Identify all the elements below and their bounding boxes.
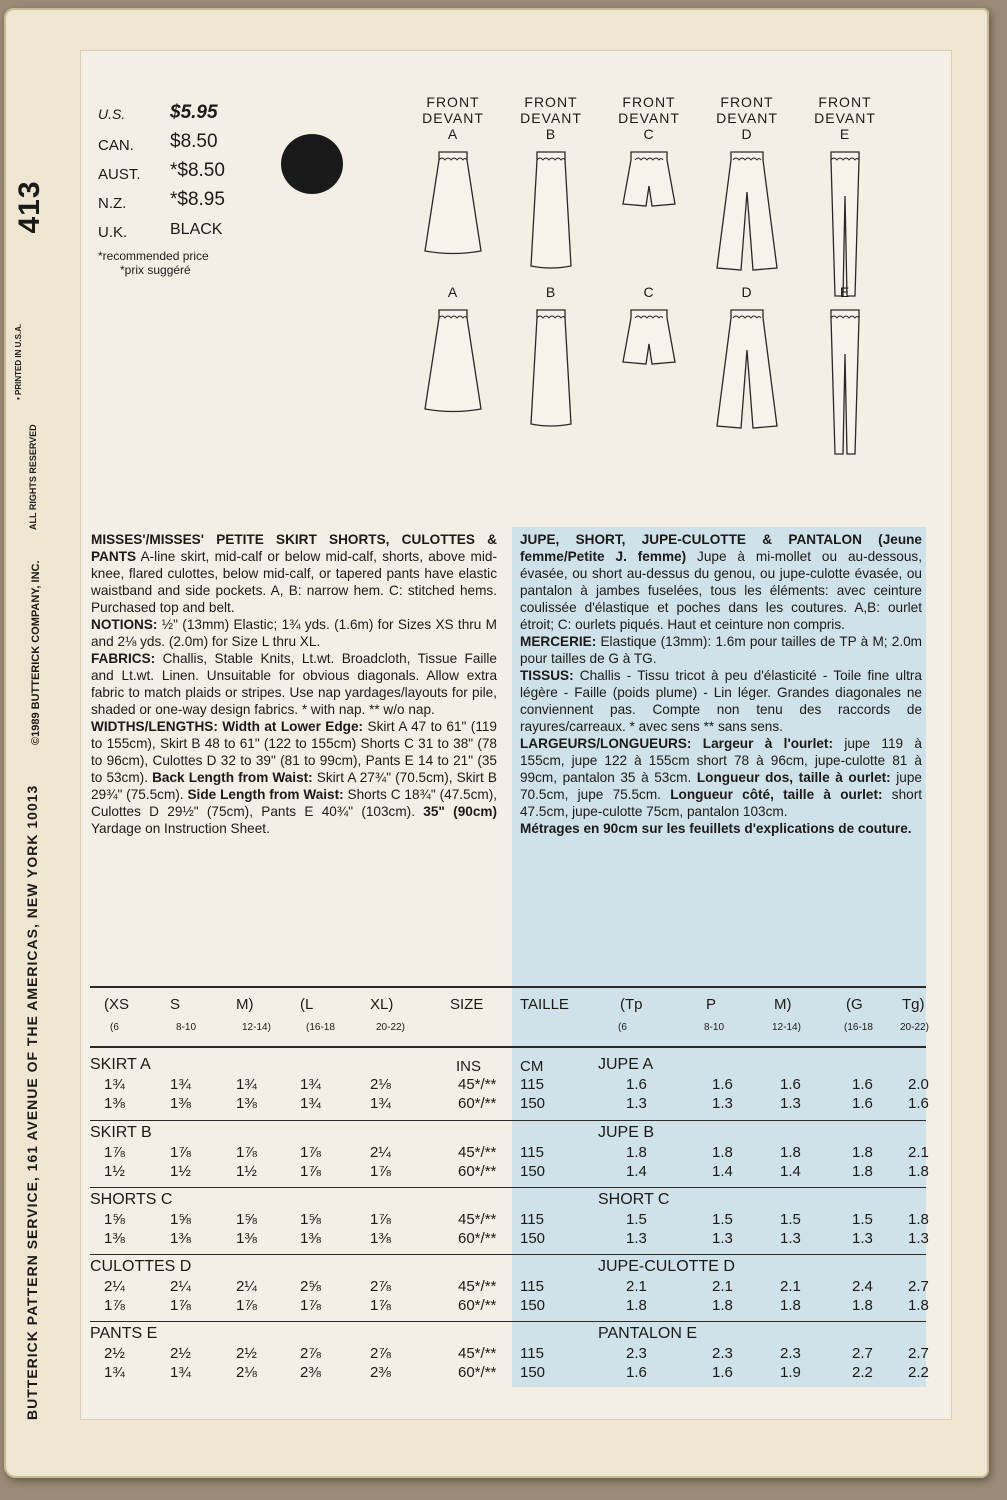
size-us-num: 12-14) <box>242 1022 271 1033</box>
size-fr-num: 12-14) <box>772 1022 801 1033</box>
view-letter: D <box>741 126 753 142</box>
desc-paragraph: NOTIONS: ½" (13mm) Elastic; 1¾ yds. (1.6m) for Sizes XS thru M and 2⅛ yds. (2.0m) for Size L thru XL. <box>91 617 497 649</box>
size-fr-num: 20-22) <box>900 1022 929 1033</box>
desc-paragraph: TISSUS: Challis - Tissu tricot à peu d'élasticité - Toile fine ultra légère - Faille (poids plume) - Lin léger. Grandes diagonales ne conviennent pas. Compte non tenu des raccords de rayures/carreaux. * avec sens ** sans sens. <box>520 668 922 734</box>
rights-text: ALL RIGHTS RESERVED <box>28 424 38 530</box>
yardage-us: 1¾ <box>370 1095 391 1112</box>
fabric-width-cm: 150 <box>520 1297 546 1314</box>
front-sketch-d <box>712 146 782 306</box>
yardage-m: 2.7 <box>908 1345 929 1362</box>
yardage-m: 1.8 <box>908 1163 929 1180</box>
view-letter: B <box>545 126 557 142</box>
fabric-width-cm: 150 <box>520 1230 546 1247</box>
copyright-text: ©1989 BUTTERICK COMPANY, INC. <box>30 560 42 745</box>
yardage-us: 2½ <box>104 1345 125 1362</box>
garment-name-en: CULOTTES D <box>90 1258 192 1275</box>
size-fr: P <box>706 996 717 1013</box>
back-view-e <box>802 284 888 464</box>
yardage-us: 2¼ <box>370 1144 391 1161</box>
size-label: SIZE <box>450 996 484 1013</box>
yardage-m: 1.3 <box>626 1095 647 1112</box>
yardage-m: 2.3 <box>712 1345 733 1362</box>
front-label: FRONT <box>524 94 578 110</box>
yardage-m: 1.6 <box>908 1095 929 1112</box>
table-rule <box>90 1120 926 1121</box>
yardage-m: 2.3 <box>780 1345 801 1362</box>
size-us: S <box>170 996 181 1013</box>
front-view-b <box>508 94 594 306</box>
devant-label: DEVANT <box>618 110 680 126</box>
yardage-us: 1⅞ <box>370 1163 391 1180</box>
yardage-m: 1.8 <box>908 1211 929 1228</box>
yardage-us: 1⅞ <box>300 1163 321 1180</box>
yardage-m: 1.6 <box>712 1364 733 1381</box>
yardage-m: 2.2 <box>852 1364 873 1381</box>
yardage-m: 2.1 <box>908 1144 929 1161</box>
yardage-m: 1.5 <box>852 1211 873 1228</box>
size-us: (L <box>300 996 314 1013</box>
fabric-width-cm: 115 <box>520 1278 544 1295</box>
desc-paragraph: Back Length from Waist: Skirt A 27¾" (70.5cm), Skirt B 29¾" (75.5cm). <box>91 770 497 802</box>
fabric-width-ins: 60*/** <box>458 1297 497 1314</box>
size-fr: M) <box>774 996 792 1013</box>
price-note: *recommended price *prix suggéré <box>98 249 209 277</box>
desc-paragraph: Longueur dos, taille à ourlet: jupe 70.5cm, jupe 75.5cm. <box>520 770 922 802</box>
price-row: U.K. BLACK <box>98 221 223 241</box>
fabric-width-ins: 45*/** <box>458 1076 497 1093</box>
view-letter: C <box>643 126 655 142</box>
yardage-m: 1.6 <box>626 1364 647 1381</box>
fabric-width-ins: 45*/** <box>458 1278 497 1295</box>
yardage-m: 1.6 <box>626 1076 647 1093</box>
yardage-us: 2¼ <box>170 1278 191 1295</box>
yardage-us: 2⅛ <box>370 1076 391 1093</box>
publisher-address: BUTTERICK PATTERN SERVICE, 161 AVENUE OF THE AMERICAS, NEW YORK 10013 <box>24 784 40 1420</box>
size-fr-num: (16-18 <box>844 1022 873 1033</box>
yardage-m: 1.3 <box>852 1230 873 1247</box>
table-rule <box>90 986 926 988</box>
fabric-width-ins: 60*/** <box>458 1364 497 1381</box>
front-view-c <box>606 94 692 306</box>
size-us-num: (6 <box>110 1022 119 1033</box>
yardage-m: 2.2 <box>908 1364 929 1381</box>
fabric-width-ins: 60*/** <box>458 1230 497 1247</box>
garment-name-en: SKIRT A <box>90 1056 151 1073</box>
yardage-us: 2⅜ <box>370 1364 391 1381</box>
yardage-m: 2.1 <box>712 1278 733 1295</box>
yardage-us: 2⅞ <box>370 1345 391 1362</box>
garment-name-en: SHORTS C <box>90 1191 173 1208</box>
back-sketch-c <box>614 304 684 464</box>
garment-name-fr: JUPE-CULOTTE D <box>598 1258 735 1275</box>
devant-label: DEVANT <box>814 110 876 126</box>
yardage-m: 1.8 <box>780 1144 801 1161</box>
back-view-b <box>508 284 594 464</box>
back-view-c <box>606 284 692 464</box>
yardage-m: 2.4 <box>852 1278 873 1295</box>
yardage-m: 1.3 <box>908 1230 929 1247</box>
yardage-m: 1.3 <box>712 1230 733 1247</box>
yardage-us: 1¾ <box>170 1076 191 1093</box>
fabric-width-ins: 60*/** <box>458 1095 497 1112</box>
desc-paragraph: Métrages en 90cm sur les feuillets d'explications de couture. <box>520 821 912 836</box>
garment-name-fr: JUPE B <box>598 1124 655 1141</box>
view-letter: E <box>839 284 851 300</box>
front-sketch-e <box>810 146 880 306</box>
desc-paragraph: Side Length from Waist: Shorts C 18¾" (47.5cm), Culottes D 29½" (75cm), Pants E 40¾" (103cm). <box>91 787 498 819</box>
yardage-us: 1⅞ <box>300 1297 321 1314</box>
yardage-us: 1⅜ <box>300 1230 321 1247</box>
desc-paragraph: FABRICS: Challis, Stable Knits, Lt.wt. Broadcloth, Tissue Faille and Lt.wt. Linen. Unsuitable for obvious diagonals. Allow extra fabric to match plaids or stripes. Use nap yardages/layouts for pile, shaded or one-way design fabrics. * with nap. ** w/o nap. <box>91 651 497 717</box>
front-label: FRONT <box>622 94 676 110</box>
yardage-us: 1⅝ <box>104 1211 125 1228</box>
yardage-us: 2¼ <box>236 1278 257 1295</box>
yardage-m: 1.5 <box>626 1211 647 1228</box>
desc-paragraph: WIDTHS/LENGTHS: Width at Lower Edge: Skirt A 47 to 61" (119 to 155cm), Skirt B 48 to 61" (122 to 155cm) Shorts C 31 to 38" (78 to 96cm), Culottes D 32 to 39" (81 to 99cm), Pants E 14 to 21" (35 to 53cm). <box>91 719 497 785</box>
yardage-us: 2½ <box>236 1345 257 1362</box>
desc-paragraph: 35" (90cm) Yardage on Instruction Sheet. <box>91 804 497 836</box>
yardage-m: 1.4 <box>712 1163 733 1180</box>
yardage-m: 1.8 <box>626 1297 647 1314</box>
ins-header: INS <box>456 1058 482 1075</box>
fabric-width-cm: 115 <box>520 1076 544 1093</box>
yardage-m: 1.8 <box>852 1297 873 1314</box>
price-row: U.S. $5.95 <box>98 102 218 123</box>
yardage-m: 1.4 <box>780 1163 801 1180</box>
yardage-m: 2.3 <box>626 1345 647 1362</box>
back-view-d <box>704 284 790 464</box>
yardage-m: 1.3 <box>712 1095 733 1112</box>
fabric-width-cm: 115 <box>520 1144 544 1161</box>
yardage-m: 2.1 <box>626 1278 647 1295</box>
back-sketch-e <box>810 304 880 464</box>
fabric-width-ins: 45*/** <box>458 1144 497 1161</box>
desc-paragraph: MISSES'/MISSES' PETITE SKIRT SHORTS, CULOTTES & PANTS A-line skirt, mid-calf or below mid-calf, shorts, above mid-knee, flared culottes, below mid-calf, or tapered pants have elastic waistband and side pockets. A, B: narrow hem. C: stitched hems. Purchased top and belt. <box>91 532 497 615</box>
yardage-us: 1⅞ <box>104 1144 125 1161</box>
description-english <box>91 531 497 837</box>
printed-text: • PRINTED IN U.S.A. <box>14 323 23 400</box>
fabric-width-cm: 115 <box>520 1345 544 1362</box>
fabric-width-cm: 150 <box>520 1364 546 1381</box>
size-fr: Tg) <box>902 996 925 1013</box>
front-label: FRONT <box>426 94 480 110</box>
yardage-m: 1.8 <box>908 1297 929 1314</box>
yardage-us: 1⅝ <box>170 1211 191 1228</box>
front-view-a <box>410 94 496 306</box>
price-row: AUST. *$8.50 <box>98 160 225 183</box>
yardage-us: 2⅞ <box>300 1345 321 1362</box>
yardage-m: 1.8 <box>780 1297 801 1314</box>
table-rule <box>90 1254 926 1255</box>
fabric-width-cm: 150 <box>520 1163 546 1180</box>
fabric-width-cm: 150 <box>520 1095 546 1112</box>
back-sketch-d <box>712 304 782 464</box>
yardage-us: 1⅜ <box>236 1230 257 1247</box>
back-view-a <box>410 284 496 464</box>
black-dot-marker <box>281 134 343 194</box>
yardage-us: 1⅞ <box>300 1144 321 1161</box>
devant-label: DEVANT <box>716 110 778 126</box>
front-view-d <box>704 94 790 306</box>
front-label: FRONT <box>818 94 872 110</box>
yardage-us: 2½ <box>170 1345 191 1362</box>
yardage-us: 2¼ <box>104 1278 125 1295</box>
back-sketch-a <box>418 304 488 464</box>
yardage-m: 1.3 <box>780 1095 801 1112</box>
yardage-m: 2.7 <box>908 1278 929 1295</box>
yardage-us: 1¾ <box>300 1095 321 1112</box>
yardage-us: 1⅞ <box>370 1211 391 1228</box>
yardage-us: 1⅞ <box>370 1297 391 1314</box>
desc-paragraph: Longueur côté, taille à ourlet: short 47.5cm, jupe-culotte 75cm, pantalon 103cm. <box>520 787 923 819</box>
size-fr: (Tp <box>620 996 643 1013</box>
yardage-us: 1¾ <box>300 1076 321 1093</box>
front-sketch-b <box>516 146 586 306</box>
yardage-us: 1½ <box>104 1163 125 1180</box>
table-rule <box>90 1321 926 1322</box>
price-row: CAN. $8.50 <box>98 131 218 154</box>
desc-paragraph: LARGEURS/LONGUEURS: Largeur à l'ourlet: jupe 119 à 155cm, jupe 122 à 155cm short 78 à 96cm, jupe-culotte 81 à 99cm, pantalon 35 à 53cm. <box>520 736 922 785</box>
size-fr-num: (6 <box>618 1022 627 1033</box>
price-list <box>98 102 288 277</box>
back-sketch-b <box>516 304 586 464</box>
yardage-us: 1⅜ <box>236 1095 257 1112</box>
yardage-m: 1.6 <box>712 1076 733 1093</box>
view-letter: A <box>447 126 459 142</box>
garment-name-en: SKIRT B <box>90 1124 152 1141</box>
yardage-m: 1.8 <box>712 1144 733 1161</box>
desc-paragraph: JUPE, SHORT, JUPE-CULOTTE & PANTALON (Jeune femme/Petite J. femme) Jupe à mi-mollet ou au-dessous, évasée, ou short au-dessus du genou, ou jupe-culotte évasée, ou pantalon à jambes fuselées, tous les éléments: avec ceinture coulissée d'élastique et poches dans les coutures. A,B: ourlet étroit; C: ourlets piqués. Haut et ceinture non compris. <box>520 532 923 632</box>
view-letter: B <box>545 284 557 300</box>
yardage-m: 1.6 <box>852 1095 873 1112</box>
yardage-us: 1⅜ <box>370 1230 391 1247</box>
yardage-us: 2⅜ <box>300 1364 321 1381</box>
yardage-m: 1.8 <box>626 1144 647 1161</box>
size-us-num: 20-22) <box>376 1022 405 1033</box>
yardage-us: 1½ <box>236 1163 257 1180</box>
yardage-us: 1⅞ <box>170 1297 191 1314</box>
view-letter: C <box>643 284 655 300</box>
yardage-m: 1.6 <box>780 1076 801 1093</box>
yardage-us: 1¾ <box>104 1076 125 1093</box>
devant-label: DEVANT <box>422 110 484 126</box>
yardage-m: 1.5 <box>712 1211 733 1228</box>
view-letter: A <box>447 284 459 300</box>
yardage-us: 1⅞ <box>236 1144 257 1161</box>
yardage-us: 1⅜ <box>104 1230 125 1247</box>
yardage-us: 1¾ <box>236 1076 257 1093</box>
yardage-m: 1.3 <box>780 1230 801 1247</box>
yardage-m: 1.6 <box>852 1076 873 1093</box>
yardage-us: 1⅝ <box>236 1211 257 1228</box>
cm-header: CM <box>520 1058 544 1075</box>
garment-views <box>410 94 890 439</box>
garment-name-fr: JUPE A <box>598 1056 654 1073</box>
fabric-width-cm: 115 <box>520 1211 544 1228</box>
size-us: (XS <box>104 996 130 1013</box>
front-sketch-a <box>418 146 488 306</box>
yardage-us: 1⅝ <box>300 1211 321 1228</box>
pattern-number: 413 <box>13 180 46 234</box>
yardage-m: 1.5 <box>780 1211 801 1228</box>
yardage-us: 1⅜ <box>104 1095 125 1112</box>
yardage-us: 1¾ <box>104 1364 125 1381</box>
garment-name-en: PANTS E <box>90 1325 158 1342</box>
size-fr-num: 8-10 <box>704 1022 725 1033</box>
yardage-us: 2⅞ <box>370 1278 391 1295</box>
garment-name-fr: SHORT C <box>598 1191 670 1208</box>
yardage-us: 2⅝ <box>300 1278 321 1295</box>
price-row: N.Z. *$8.95 <box>98 189 225 212</box>
size-us-num: 8-10 <box>176 1022 197 1033</box>
yardage-m: 2.1 <box>780 1278 801 1295</box>
yardage-us: 1⅞ <box>170 1144 191 1161</box>
table-rule <box>90 1046 926 1048</box>
yardage-us: 1½ <box>170 1163 191 1180</box>
yardage-m: 1.9 <box>780 1364 801 1381</box>
taille-label: TAILLE <box>520 996 569 1013</box>
front-label: FRONT <box>720 94 774 110</box>
fabric-width-ins: 60*/** <box>458 1163 497 1180</box>
view-letter: D <box>741 284 753 300</box>
size-us: XL) <box>370 996 394 1013</box>
yardage-us: 1⅞ <box>236 1297 257 1314</box>
yardage-us: 2⅛ <box>236 1364 257 1381</box>
size-fr: (G <box>846 996 863 1013</box>
yardage-m: 1.4 <box>626 1163 647 1180</box>
table-rule <box>90 1187 926 1188</box>
yardage-m: 1.8 <box>852 1163 873 1180</box>
yardage-m: 2.0 <box>908 1076 929 1093</box>
yardage-us: 1¾ <box>170 1364 191 1381</box>
fabric-width-ins: 45*/** <box>458 1211 497 1228</box>
view-letter: E <box>839 126 851 142</box>
desc-paragraph: MERCERIE: Elastique (13mm): 1.6m pour tailles de TP à M; 2.0m pour tailles de G à TG. <box>520 634 922 666</box>
yardage-us: 1⅞ <box>104 1297 125 1314</box>
yardage-us: 1⅜ <box>170 1230 191 1247</box>
front-sketch-c <box>614 146 684 306</box>
yardage-us: 1⅜ <box>170 1095 191 1112</box>
devant-label: DEVANT <box>520 110 582 126</box>
yardage-m: 1.3 <box>626 1230 647 1247</box>
yardage-m: 2.7 <box>852 1345 873 1362</box>
yardage-m: 1.8 <box>712 1297 733 1314</box>
front-view-e <box>802 94 888 306</box>
size-us: M) <box>236 996 254 1013</box>
yardage-m: 1.8 <box>852 1144 873 1161</box>
description-french <box>520 531 922 837</box>
garment-name-fr: PANTALON E <box>598 1325 697 1342</box>
fabric-width-ins: 45*/** <box>458 1345 497 1362</box>
size-us-num: (16-18 <box>306 1022 335 1033</box>
